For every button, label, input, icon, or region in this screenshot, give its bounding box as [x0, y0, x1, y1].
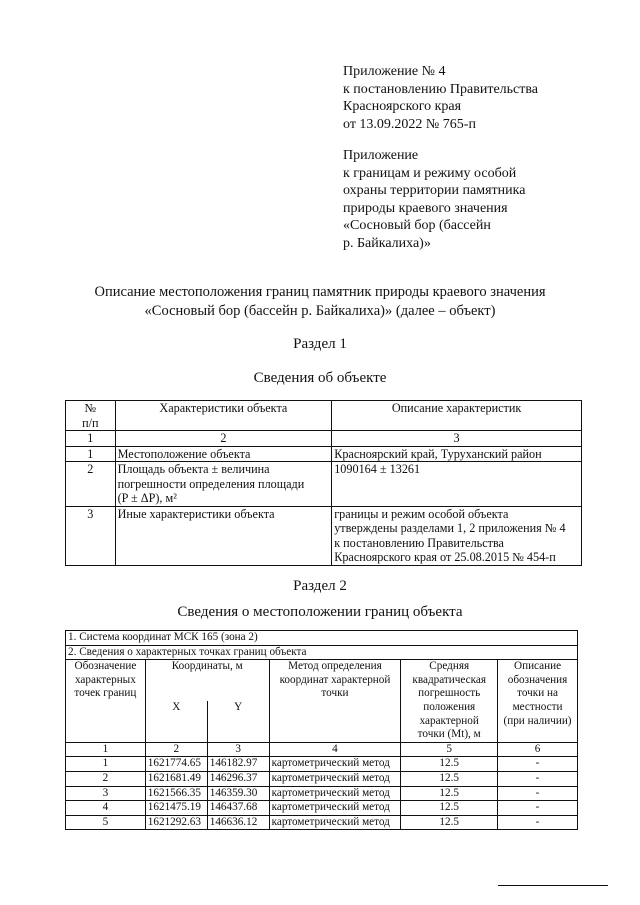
point-id: 5	[66, 815, 146, 830]
index-cell: 3	[332, 431, 582, 447]
section1-heading: Раздел 1	[293, 336, 347, 352]
row-num: 1	[66, 446, 116, 462]
point-id: 2	[66, 771, 146, 786]
sub-appendix-line: природы краевого значения	[343, 200, 508, 216]
section1-subheading: Сведения об объекте	[253, 370, 387, 386]
index-cell: 2	[145, 742, 207, 757]
sub-appendix-line: к границам и режиму особой	[343, 165, 517, 181]
sub-appendix-header	[343, 147, 525, 252]
header-coordinates: Координаты, м	[145, 660, 269, 701]
point-desc: -	[498, 771, 578, 786]
row-num: 2	[66, 462, 116, 507]
row-characteristic: Местоположение объекта	[115, 446, 332, 462]
section2-heading: Раздел 2	[293, 578, 347, 594]
system-row	[66, 631, 578, 646]
index-cell: 6	[498, 742, 578, 757]
index-cell: 2	[115, 431, 332, 447]
boundary-points-table	[65, 630, 578, 830]
point-method: картометрический метод	[269, 801, 401, 816]
point-method: картометрический метод	[269, 786, 401, 801]
appendix-line: Красноярского края	[343, 99, 462, 114]
point-mt: 12.5	[401, 757, 498, 772]
point-desc: -	[498, 815, 578, 830]
sub-appendix-line: «Сосновый бор (бассейн	[343, 218, 491, 233]
table-row	[66, 462, 582, 507]
point-id: 4	[66, 801, 146, 816]
row-description: Красноярский край, Туруханский район	[332, 446, 582, 462]
point-mt: 12.5	[401, 801, 498, 816]
header-description: Описание характеристик	[332, 401, 582, 431]
object-info-table	[65, 400, 582, 566]
point-y: 146182.97	[207, 757, 269, 772]
table-row	[66, 815, 578, 830]
appendix-line: от 13.09.2022 № 765-п	[343, 116, 476, 132]
header-designation: Обозначение характерных точек границ	[66, 660, 146, 743]
point-x: 1621774.65	[145, 757, 207, 772]
point-y: 146636.12	[207, 815, 269, 830]
table-row	[66, 506, 582, 565]
index-cell: 1	[66, 742, 146, 757]
table-header-row	[66, 401, 582, 431]
header-y: Y	[207, 701, 269, 742]
row-description: 1090164 ± 13261	[332, 462, 582, 507]
table-row	[66, 786, 578, 801]
point-x: 1621292.63	[145, 815, 207, 830]
index-cell: 5	[401, 742, 498, 757]
header-num: № п/п	[66, 401, 116, 431]
point-mt: 12.5	[401, 786, 498, 801]
table-header-row	[66, 660, 578, 701]
table-row	[66, 771, 578, 786]
row-description: границы и режим особой объекта утверждены разделами 1, 2 приложения № 4 к постановлению Правительства Красноярского края от 25.08.2015 № 454-п	[332, 506, 582, 565]
point-method: картометрический метод	[269, 771, 401, 786]
index-cell: 4	[269, 742, 401, 757]
point-id: 3	[66, 786, 146, 801]
header-point-description: Описание обозначения точки на местности (при наличии)	[498, 660, 578, 743]
header-error: Средняя квадратическая погрешность положения характерной точки (Mt), м	[401, 660, 498, 743]
point-method: картометрический метод	[269, 757, 401, 772]
points-title: 2. Сведения о характерных точках границ объекта	[66, 645, 578, 660]
point-desc: -	[498, 757, 578, 772]
index-cell: 1	[66, 431, 116, 447]
point-x: 1621681.49	[145, 771, 207, 786]
appendix-line: к постановлению Правительства	[343, 81, 539, 97]
point-x: 1621566.35	[145, 786, 207, 801]
appendix-header	[343, 63, 538, 133]
point-desc: -	[498, 786, 578, 801]
table-row	[66, 801, 578, 816]
section2-subheading: Сведения о местоположении границ объекта	[177, 604, 463, 620]
title-line: Описание местоположения границ памятник природы краевого значения	[94, 284, 546, 300]
table-row	[66, 446, 582, 462]
row-characteristic: Иные характеристики объекта	[115, 506, 332, 565]
bottom-rule	[498, 885, 608, 886]
table-index-row	[66, 742, 578, 757]
points-title-row	[66, 645, 578, 660]
sub-appendix-line: охраны территории памятника	[343, 183, 526, 198]
index-cell: 3	[207, 742, 269, 757]
table-index-row	[66, 431, 582, 447]
point-method: картометрический метод	[269, 815, 401, 830]
point-id: 1	[66, 757, 146, 772]
appendix-line: Приложение № 4	[343, 64, 446, 79]
row-num: 3	[66, 506, 116, 565]
table-row	[66, 757, 578, 772]
point-y: 146296.37	[207, 771, 269, 786]
title-line: «Сосновый бор (бассейн р. Байкалиха)» (далее – объект)	[144, 303, 496, 319]
point-mt: 12.5	[401, 815, 498, 830]
sub-appendix-line: Приложение	[343, 148, 419, 163]
point-desc: -	[498, 801, 578, 816]
point-mt: 12.5	[401, 771, 498, 786]
point-y: 146437.68	[207, 801, 269, 816]
point-x: 1621475.19	[145, 801, 207, 816]
row-characteristic: Площадь объекта ± величина погрешности определения площади (P ± ΔP), м²	[115, 462, 332, 507]
sub-appendix-line: р. Байкалиха)»	[343, 235, 431, 251]
coordinate-system: 1. Система координат МСК 165 (зона 2)	[66, 631, 578, 646]
document-title	[0, 283, 640, 321]
point-y: 146359.30	[207, 786, 269, 801]
header-method: Метод определения координат характерной точки	[269, 660, 401, 743]
header-x: X	[145, 701, 207, 742]
header-characteristics: Характеристики объекта	[115, 401, 332, 431]
